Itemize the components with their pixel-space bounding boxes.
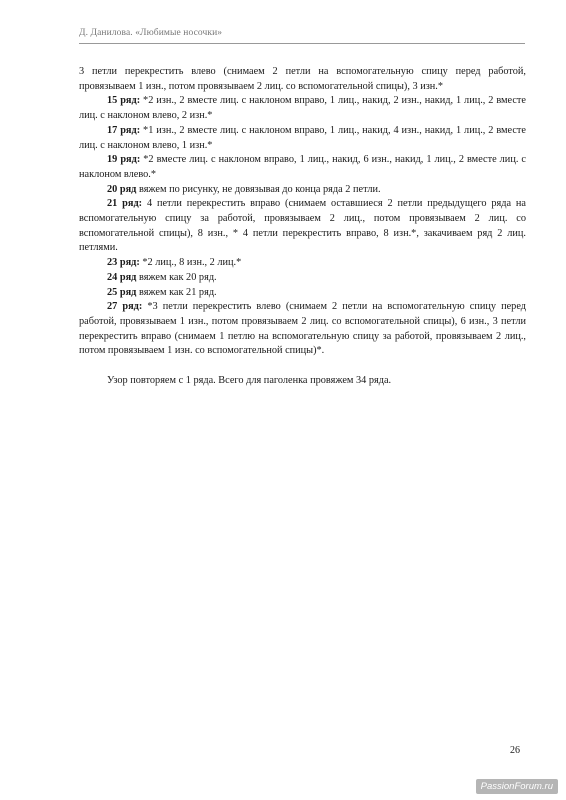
body-text [79, 65, 526, 388]
row-label: 24 ряд [107, 271, 137, 283]
row-label: 21 ряд: [107, 198, 143, 210]
page-number: 26 [510, 745, 520, 756]
site-watermark: PassionForum.ru [476, 779, 558, 794]
row-label: 25 ряд [107, 286, 137, 298]
row-label: 27 ряд: [107, 301, 143, 313]
paragraph-text: вяжем как 21 ряд. [136, 286, 217, 298]
row-label: 19 ряд: [107, 154, 141, 166]
paragraph-text: *2 вместе лиц. с наклоном вправо, 1 лиц., накид, 6 изн., накид, 1 лиц., 2 вместе лиц. с наклоном влево.* [79, 154, 526, 180]
paragraph-text: 3 петли перекрестить влево (снимаем 2 петли на вспомогательную спицу перед работой, провязываем 1 изн., потом провязываем 2 лиц. со вспомогательной спицы), 3 изн.* [79, 66, 526, 92]
header-divider [79, 43, 525, 44]
paragraph-row-24 [79, 271, 526, 286]
row-label: 23 ряд: [107, 257, 140, 269]
row-label: 17 ряд: [107, 124, 141, 136]
paragraph-row-15 [79, 94, 526, 123]
paragraph-text: вяжем по рисунку, не довязывая до конца ряда 2 петли. [136, 183, 381, 195]
paragraph-text: Узор повторяем с 1 ряда. Всего для паголенка провяжем 34 ряда. [107, 374, 392, 386]
paragraph-text: вяжем как 20 ряд. [136, 271, 217, 283]
paragraph-text: *2 изн., 2 вместе лиц. с наклоном вправо, 1 лиц., накид, 2 изн., накид, 1 лиц., 2 вместе лиц. с наклоном влево, 2 изн.* [79, 95, 526, 122]
paragraph-text: *1 изн., 2 вместе лиц. с наклоном вправо, 1 лиц., накид, 4 изн., накид, 1 лиц., 2 вместе лиц. с наклоном влево, 1 изн.* [79, 124, 526, 151]
paragraph-row-19 [79, 153, 526, 182]
paragraph-row-20 [79, 183, 526, 198]
paragraph-summary [79, 374, 526, 389]
running-header: Д. Данилова. «Любимые носочки» [79, 28, 223, 38]
paragraph-row-21 [79, 197, 526, 256]
paragraph-row-25 [79, 286, 526, 301]
paragraph-row-27 [79, 300, 526, 359]
paragraph-text: *2 лиц., 8 изн., 2 лиц.* [139, 257, 242, 269]
paragraph-text: 4 петли перекрестить вправо (снимаем оставшиеся 2 петли предыдущего ряда на вспомогательную спицу за работой, провязываем 2 лиц., потом провязываем 2 лиц. со вспомогательной спицы), 8 изн., * 4 петли перекрестить вправо, 8 изн.*, закачиваем ряд 2 лиц. петлями. [79, 198, 526, 254]
paragraph-text: *3 петли перекрестить влево (снимаем 2 петли на вспомогательную спицу перед работой, провязываем 1 изн., потом провязываем 2 лиц. со вспомогательной спицы), 6 изн., 3 петли перекрестить вправо (снимаем 1 петлю на вспомогательную спицу за работой, провязываем 2 лиц., потом провязываем 1 изн. со вспомогательной спицы)*. [79, 301, 526, 357]
row-label: 15 ряд: [107, 95, 141, 107]
paragraph-row-23 [79, 256, 526, 271]
row-label: 20 ряд [107, 183, 137, 195]
paragraph-continuation [79, 65, 526, 94]
paragraph-row-17 [79, 124, 526, 153]
